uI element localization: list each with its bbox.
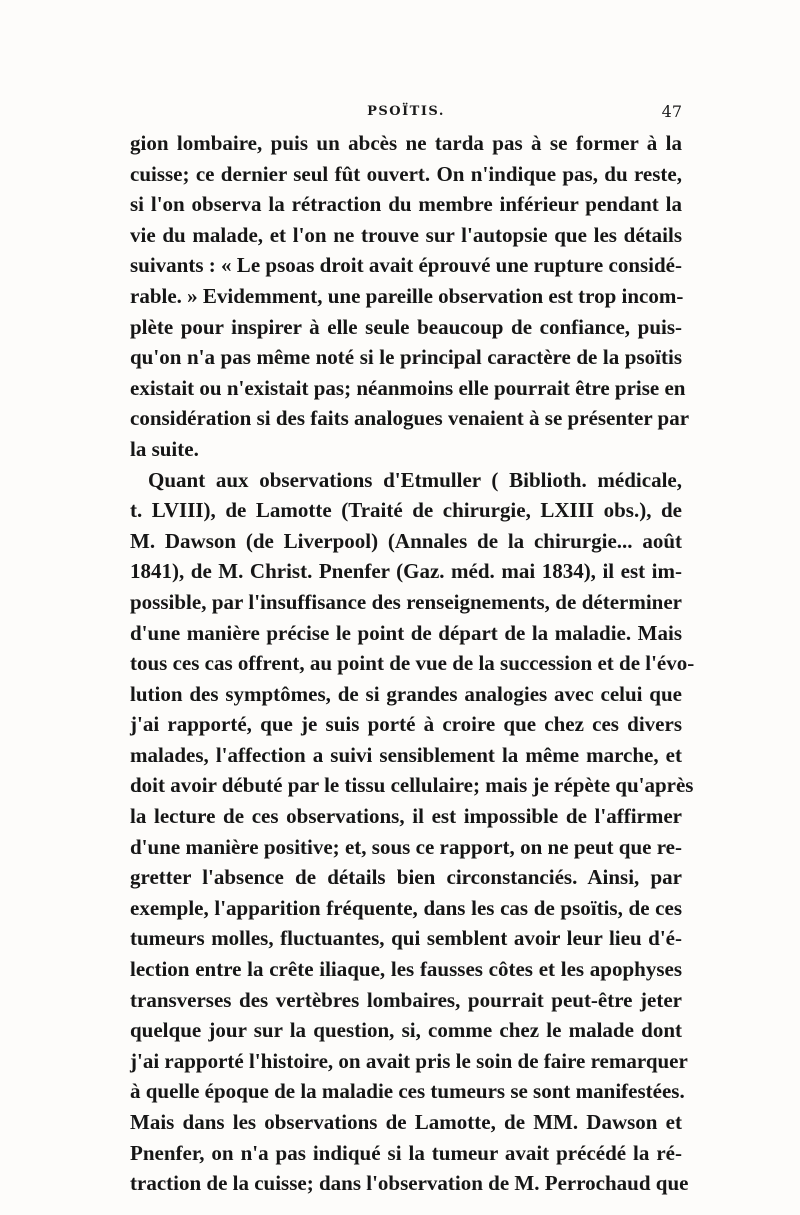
text-line: à quelle époque de la maladie ces tumeurs se sont manifestées. — [130, 1079, 685, 1104]
text-line: Mais dans les observations de Lamotte, de MM. Dawson et — [130, 1110, 682, 1134]
text-line: cuisse; ce dernier seul fût ouvert. On n'indique pas, du reste, — [130, 161, 682, 186]
text-line: vie du malade, et l'on ne trouve sur l'autopsie que les détails — [130, 222, 682, 247]
text-line: 1841), de M. Christ. Pnenfer (Gaz. méd. mai 1834), il est im- — [130, 559, 682, 584]
text-line: si l'on observa la rétraction du membre inférieur pendant la — [130, 192, 682, 217]
text-line: d'une manière précise le point de départ de la maladie. Mais — [130, 620, 682, 645]
paragraph-start-line: Quant aux observations d'Etmuller ( Biblioth. médicale, — [148, 467, 682, 492]
text-line: rable. » Evidemment, une pareille observation est trop incom- — [130, 283, 684, 308]
text-line: lution des symptômes, de si grandes analogies avec celui que — [130, 681, 682, 706]
text-line: lection entre la crête iliaque, les fausses côtes et les apophyses — [130, 957, 682, 982]
text-line: malades, l'affection a suivi sensiblement la même marche, et — [130, 742, 682, 767]
text-line: qu'on n'a pas même noté si le principal caractère de la psoïtis — [130, 345, 682, 370]
text-line: d'une manière positive; et, sous ce rapport, on ne peut que re- — [130, 834, 682, 859]
text-line: j'ai rapporté, que je suis porté à croire que chez ces divers — [130, 712, 682, 737]
page-header — [130, 102, 682, 124]
text-line: M. Dawson (de Liverpool) (Annales de la chirurgie... août — [130, 528, 682, 553]
text-line: considération si des faits analogues venaient à se présenter par — [130, 406, 690, 431]
text-line: tumeurs molles, fluctuantes, qui semblent avoir leur lieu d'é- — [130, 926, 682, 951]
running-title: PSOÏTIS. — [367, 104, 445, 119]
page-number: 47 — [661, 102, 682, 121]
text-line: exemple, l'apparition fréquente, dans les cas de psoïtis, de ces — [130, 895, 682, 920]
text-line: plète pour inspirer à elle seule beaucoup de confiance, puis- — [130, 314, 682, 339]
text-line: la suite. — [130, 436, 199, 461]
text-line: transverses des vertèbres lombaires, pourrait peut-être jeter — [130, 987, 682, 1012]
text-line: la lecture de ces observations, il est impossible de l'affirmer — [130, 804, 682, 829]
text-line: t. LVIII), de Lamotte (Traité de chirurgie, LXIII obs.), de — [130, 498, 682, 523]
text-line: tous ces cas offrent, au point de vue de la succession et de l'évo- — [130, 651, 695, 676]
text-line: Pnenfer, on n'a pas indiqué si la tumeur avait précédé la ré- — [130, 1140, 682, 1165]
text-line: possible, par l'insuffisance des renseignements, de déterminer — [130, 589, 682, 614]
text-line: j'ai rapporté l'histoire, on avait pris le soin de faire remarquer — [130, 1048, 688, 1073]
body-text — [130, 128, 695, 1199]
text-line: quelque jour sur la question, si, comme chez le malade dont — [130, 1018, 682, 1043]
text-line: doit avoir débuté par le tissu cellulaire; mais je répète qu'après — [130, 773, 694, 798]
text-line: suivants : « Le psoas droit avait éprouvé une rupture considé- — [130, 253, 682, 278]
text-line: traction de la cuisse; dans l'observation de M. Perrochaud que — [130, 1171, 689, 1196]
text-line: existait ou n'existait pas; néanmoins elle pourrait être prise en — [130, 375, 686, 400]
text-line: gretter l'absence de détails bien circonstanciés. Ainsi, par — [130, 865, 682, 890]
text-line: gion lombaire, puis un abcès ne tarda pas à se former à la — [130, 131, 682, 155]
